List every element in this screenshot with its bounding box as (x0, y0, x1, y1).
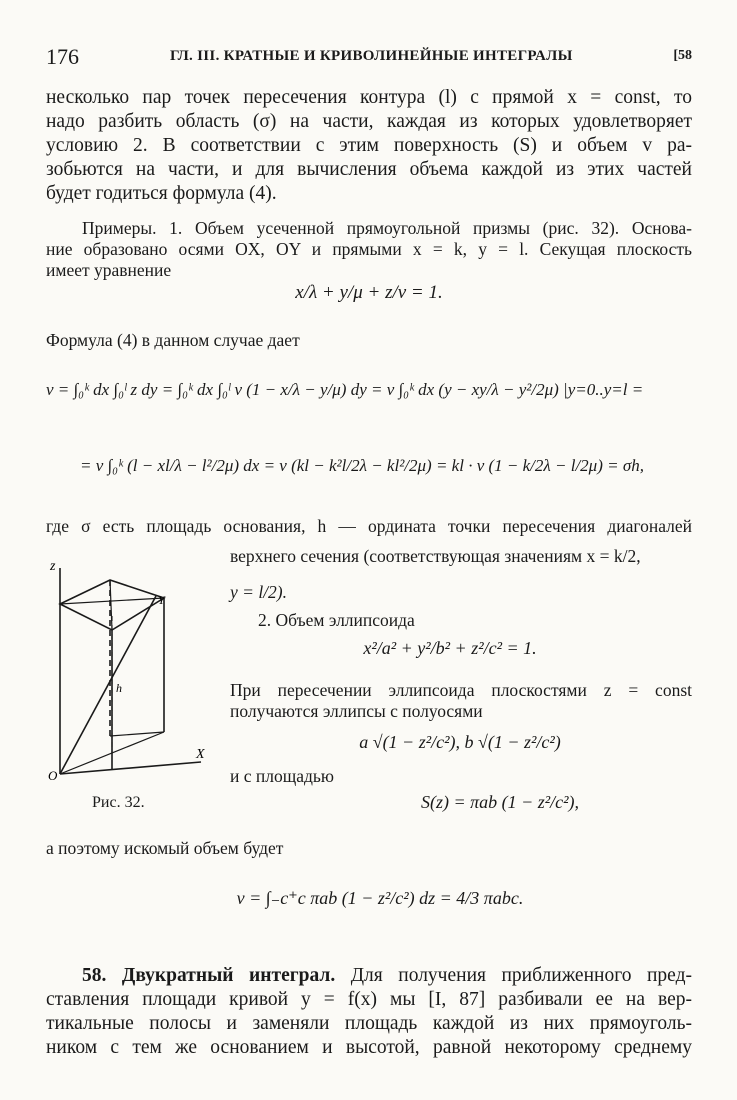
x-label: X (196, 747, 205, 762)
z-label: z (50, 559, 56, 574)
x-axis (60, 762, 201, 774)
h-label: h (116, 681, 122, 695)
text-line: y = l/2). (230, 582, 288, 602)
text-line: имеет уравнение (46, 260, 172, 280)
text-line: условию 2. В соответствии с этим поверхность (S) и объем v ра- (46, 135, 692, 156)
section58-heading: 58. Двукратный интеграл. (82, 965, 336, 986)
text-line: ние образовано осями OX, OY и прямыми x = k, y = l. Секущая плоскость (46, 239, 692, 259)
text-line: При пересечении эллипсоида плоскостями z = const (230, 680, 692, 700)
y-label: Y (158, 593, 165, 607)
diagonal-text-line-1 (46, 516, 692, 537)
text-line: Примеры. 1. Объем усеченной прямоугольной призмы (рис. 32). Основа- (82, 218, 692, 238)
text-line: надо разбить область (σ) на части, каждая из которых удовлетворяет (46, 111, 692, 132)
text-line: ником с тем же основанием и высотой, равной некоторому среднему (46, 1037, 692, 1058)
result-formula: v = ∫₋c⁺c πab (1 − z²/c²) dz = 4/3 πabc. (236, 888, 524, 908)
text-line: зобьются на части, и для вычисления объема каждой из этих частей (46, 159, 692, 180)
origin-label: O (48, 768, 58, 783)
text-line: несколько пар точек пересечения контура (l) с прямой x = const, то (46, 87, 692, 108)
y-axis (60, 596, 156, 774)
text-line (46, 964, 692, 988)
example2-title: 2. Объем эллипсоида (258, 610, 415, 630)
integral-line-2: = ν ∫₀ᵏ (l − xl/λ − l²/2μ) dx = ν (kl − k²l/2λ − kl²/2μ) = kl · ν (1 − k/2λ − l/2μ) = σh, (80, 456, 644, 475)
text-line: верхнего сечения (соответствующая значениям x = k/2, (230, 546, 641, 566)
figure-caption: Рис. 32. (92, 794, 145, 811)
text-line: получаются эллипсы с полуосями (230, 701, 483, 721)
ellipsoid-equation: x²/a² + y²/b² + z²/c² = 1. (363, 638, 537, 658)
text-line: будет годиться формула (4). (46, 183, 277, 204)
intro-paragraph (46, 86, 692, 206)
page-header (46, 44, 692, 74)
text-line: Для получения приближенного пред- (350, 965, 692, 986)
area-intro: и с площадью (230, 766, 334, 786)
example2-paragraph (230, 680, 692, 722)
text-line: тикальные полосы и заменяли площадь каждой из них прямоуголь- (46, 1013, 692, 1034)
result-intro: а поэтому искомый объем будет (46, 838, 284, 858)
section58-paragraph (46, 964, 692, 1060)
semiaxes-formula: a √(1 − z²/c²), b √(1 − z²/c²) (359, 732, 561, 752)
diagonal-text-line-3 (230, 582, 430, 603)
prism-figure (46, 556, 216, 786)
plane-equation: x/λ + y/μ + z/ν = 1. (295, 282, 443, 303)
section-mark: [58 (673, 48, 692, 63)
text-line: ставления площади кривой y = f(x) мы [I, 87] разбивали ее на вер- (46, 989, 692, 1010)
diagonal-text-line-2 (230, 546, 692, 567)
text-line: где σ есть площадь основания, h — ордината точки пересечения диагоналей (46, 516, 692, 536)
example1-paragraph (46, 218, 692, 281)
diagonal (60, 598, 164, 604)
formula-intro: Формула (4) в данном случае дает (46, 330, 300, 350)
page-number: 176 (46, 44, 79, 69)
running-title: ГЛ. III. КРАТНЫЕ И КРИВОЛИНЕЙНЫЕ ИНТЕГРАЛЫ (170, 48, 573, 64)
integral-line-1: v = ∫₀ᵏ dx ∫₀ˡ z dy = ∫₀ᵏ dx ∫₀ˡ ν (1 − x/λ − y/μ) dy = ν ∫₀ᵏ dx (y − xy/λ − y²/2μ) |y=0..y=l = (46, 380, 644, 399)
area-formula: S(z) = πab (1 − z²/c²), (420, 792, 580, 812)
